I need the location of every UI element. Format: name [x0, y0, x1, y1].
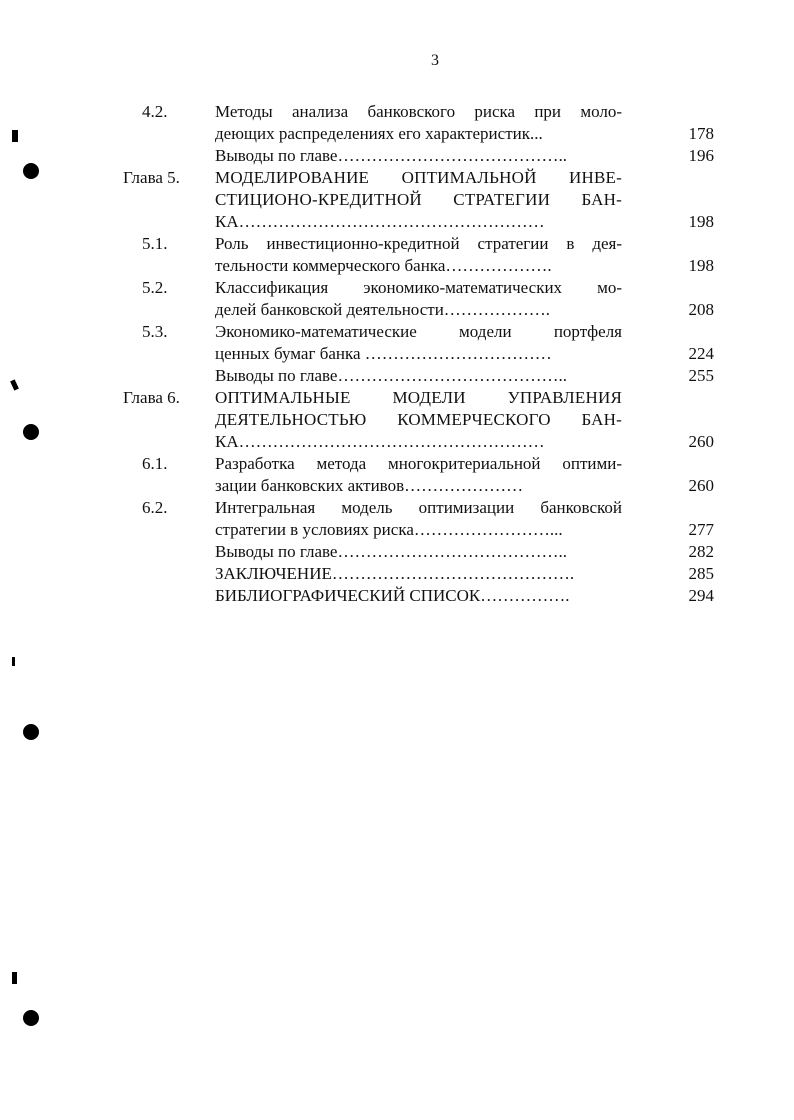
toc-entry-page: 196: [688, 146, 714, 165]
toc-entry-page: 208: [688, 300, 714, 319]
toc-entry-number: Глава 5.: [123, 168, 180, 187]
toc-entry-page: 294: [688, 586, 714, 605]
binder-hole: [23, 424, 39, 440]
scan-mark: [12, 972, 17, 984]
toc-entry-page: 277: [688, 520, 714, 539]
toc-entry-text: деющих распределениях его характеристик...: [215, 124, 543, 143]
scan-mark: [12, 130, 18, 142]
toc-entry-text: стратегии в условиях риска……………………...: [215, 520, 563, 539]
toc-entry-page: 260: [688, 432, 714, 451]
toc-entry-number: 5.2.: [142, 278, 168, 297]
toc-entry-number: 6.2.: [142, 498, 168, 517]
toc-entry-page: 282: [688, 542, 714, 561]
toc-entry-page: 285: [688, 564, 714, 583]
binder-hole: [23, 724, 39, 740]
toc-entry-text: СТИЦИОНО-КРЕДИТНОЙ СТРАТЕГИИ БАН-: [215, 190, 622, 209]
toc-entry-number: 5.3.: [142, 322, 168, 341]
toc-entry-text: Выводы по главе…………………………………..: [215, 146, 567, 165]
toc-entry-page: 255: [688, 366, 714, 385]
toc-entry-page: 198: [688, 256, 714, 275]
toc-entry-text: зации банковских активов…………………: [215, 476, 524, 495]
toc-entry-page: 198: [688, 212, 714, 231]
toc-entry-text: делей банковской деятельности……………….: [215, 300, 551, 319]
toc-entry-page: 224: [688, 344, 714, 363]
toc-entry-number: 6.1.: [142, 454, 168, 473]
toc-entry-text: Классификация экономико-математических мо-: [215, 278, 622, 297]
toc-entry-number: Глава 6.: [123, 388, 180, 407]
toc-entry-text: Экономико-математические модели портфеля: [215, 322, 622, 341]
binder-hole: [23, 1010, 39, 1026]
toc-entry-text: Методы анализа банковского риска при моло-: [215, 102, 622, 121]
toc-entry-text: Роль инвестиционно-кредитной стратегии в дея-: [215, 234, 622, 253]
toc-entry-text: Выводы по главе…………………………………..: [215, 366, 567, 385]
scan-mark: [10, 379, 19, 390]
toc-entry-text: БИБЛИОГРАФИЧЕСКИЙ СПИСОК…………….: [215, 586, 570, 605]
toc-entry-text: ценных бумаг банка ……………………………: [215, 344, 552, 363]
page-number: 3: [431, 52, 439, 69]
toc-entry-text: тельности коммерческого банка……………….: [215, 256, 552, 275]
toc-entry-text: Разработка метода многокритериальной оптими-: [215, 454, 622, 473]
toc-entry-text: МОДЕЛИРОВАНИЕ ОПТИМАЛЬНОЙ ИНВЕ-: [215, 168, 622, 187]
toc-entry-number: 5.1.: [142, 234, 168, 253]
scan-mark: [12, 657, 15, 666]
toc-entry-page: 178: [688, 124, 714, 143]
binder-hole: [23, 163, 39, 179]
toc-entry-text: Интегральная модель оптимизации банковской: [215, 498, 622, 517]
toc-entry-text: ОПТИМАЛЬНЫЕ МОДЕЛИ УПРАВЛЕНИЯ: [215, 388, 622, 407]
toc-entry-text: ЗАКЛЮЧЕНИЕ…………………………………….: [215, 564, 575, 583]
toc-entry-text: КА………………………………………………: [215, 432, 545, 451]
toc-entry-number: 4.2.: [142, 102, 168, 121]
toc-entry-text: Выводы по главе…………………………………..: [215, 542, 567, 561]
toc-entry-text: ДЕЯТЕЛЬНОСТЬЮ КОММЕРЧЕСКОГО БАН-: [215, 410, 622, 429]
toc-entry-page: 260: [688, 476, 714, 495]
toc-entry-text: КА………………………………………………: [215, 212, 545, 231]
